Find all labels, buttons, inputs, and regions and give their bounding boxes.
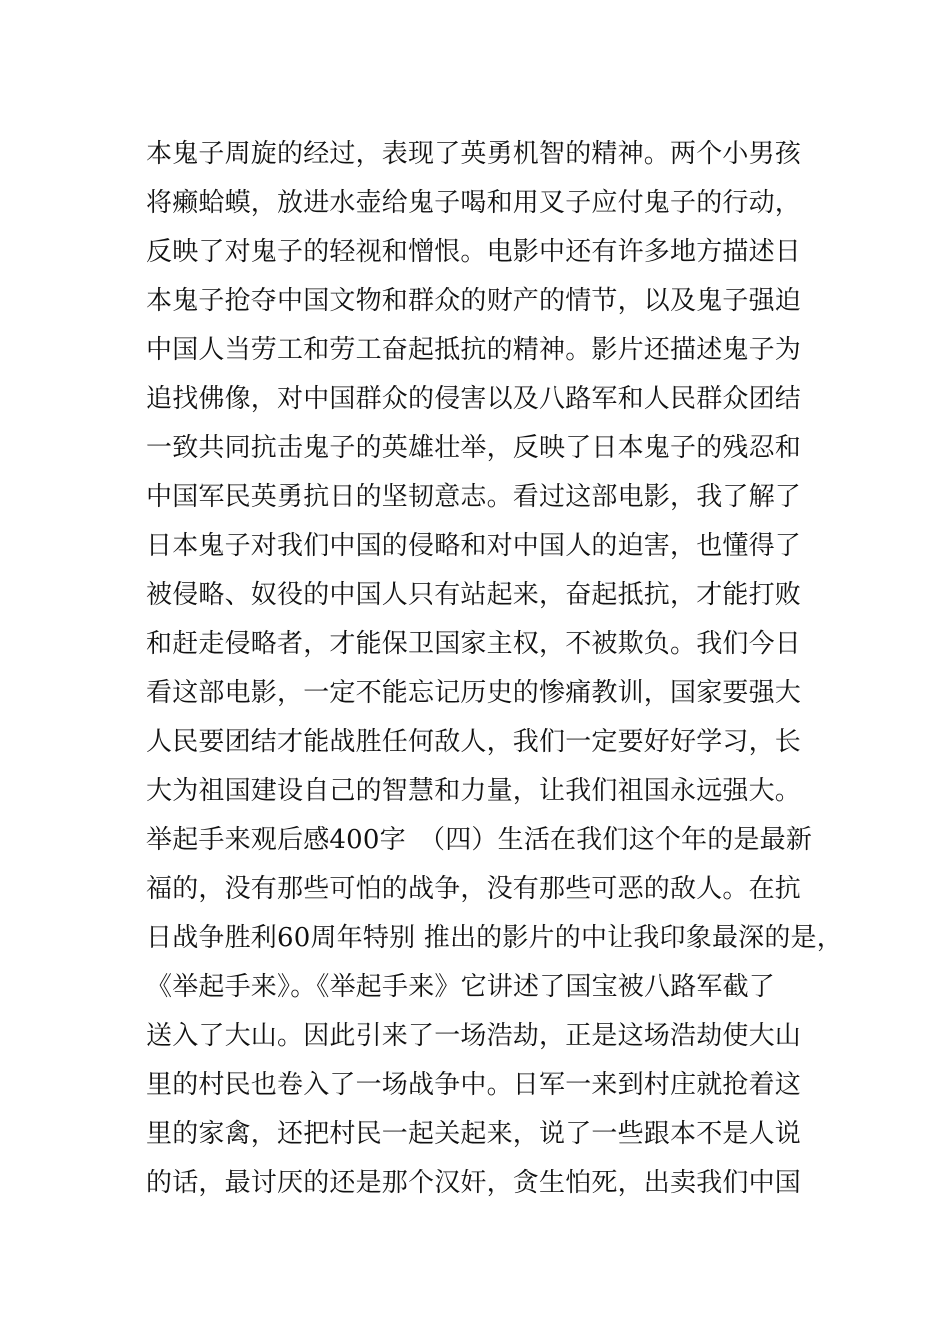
text-line: 本鬼子周旋的经过，表现了英勇机智的精神。两个小男孩 — [146, 139, 802, 169]
text-line: 中国军民英勇抗日的坚韧意志。看过这部电影，我了解了 — [146, 482, 802, 512]
text-line: 追找佛像，对中国群众的侵害以及八路军和人民群众团结 — [146, 384, 802, 414]
text-line: 里的家禽，还把村民一起关起来，说了一些跟本不是人说 — [146, 1119, 802, 1149]
text-line: 里的村民也卷入了一场战争中。日军一来到村庄就抢着这 — [146, 1070, 802, 1100]
text-line: 福的，没有那些可怕的战争，没有那些可恶的敌人。在抗 — [146, 874, 802, 904]
text-line: 本鬼子抢夺中国文物和群众的财产的情节，以及鬼子强迫 — [146, 286, 802, 316]
text-line: 举起手来观后感400字 （四）生活在我们这个年的是最新 — [146, 825, 813, 855]
text-line: 大为祖国建设自己的智慧和力量，让我们祖国永远强大。 — [146, 776, 802, 806]
text-line: 将癞蛤蟆，放进水壶给鬼子喝和用叉子应付鬼子的行动， — [146, 188, 802, 218]
text-line: 人民要团结才能战胜任何敌人，我们一定要好好学习，长 — [146, 727, 802, 757]
text-line: 反映了对鬼子的轻视和憎恨。电影中还有许多地方描述日 — [146, 237, 802, 267]
text-line: 日战争胜利60周年特别 推出的影片的中让我印象最深的是， — [146, 923, 843, 953]
text-line: 和赶走侵略者，才能保卫国家主权，不被欺负。我们今日 — [146, 629, 802, 659]
text-line: 一致共同抗击鬼子的英雄壮举，反映了日本鬼子的残忍和 — [146, 433, 802, 463]
text-line: 被侵略、奴役的中国人只有站起来，奋起抵抗，才能打败 — [146, 580, 802, 610]
text-line: 看这部电影，一定不能忘记历史的惨痛教训，国家要强大 — [146, 678, 802, 708]
text-line: 中国人当劳工和劳工奋起抵抗的精神。影片还描述鬼子为 — [146, 335, 802, 365]
text-line: 送入了大山。因此引来了一场浩劫，正是这场浩劫使大山 — [146, 1021, 802, 1051]
body-text — [146, 130, 843, 1208]
text-line: 日本鬼子对我们中国的侵略和对中国人的迫害，也懂得了 — [146, 531, 802, 561]
text-line: 的话，最讨厌的还是那个汉奸，贪生怕死，出卖我们中国 — [146, 1168, 802, 1198]
text-line: 《举起手来》。《举起手来》它讲述了国宝被八路军截了 — [146, 972, 776, 1002]
